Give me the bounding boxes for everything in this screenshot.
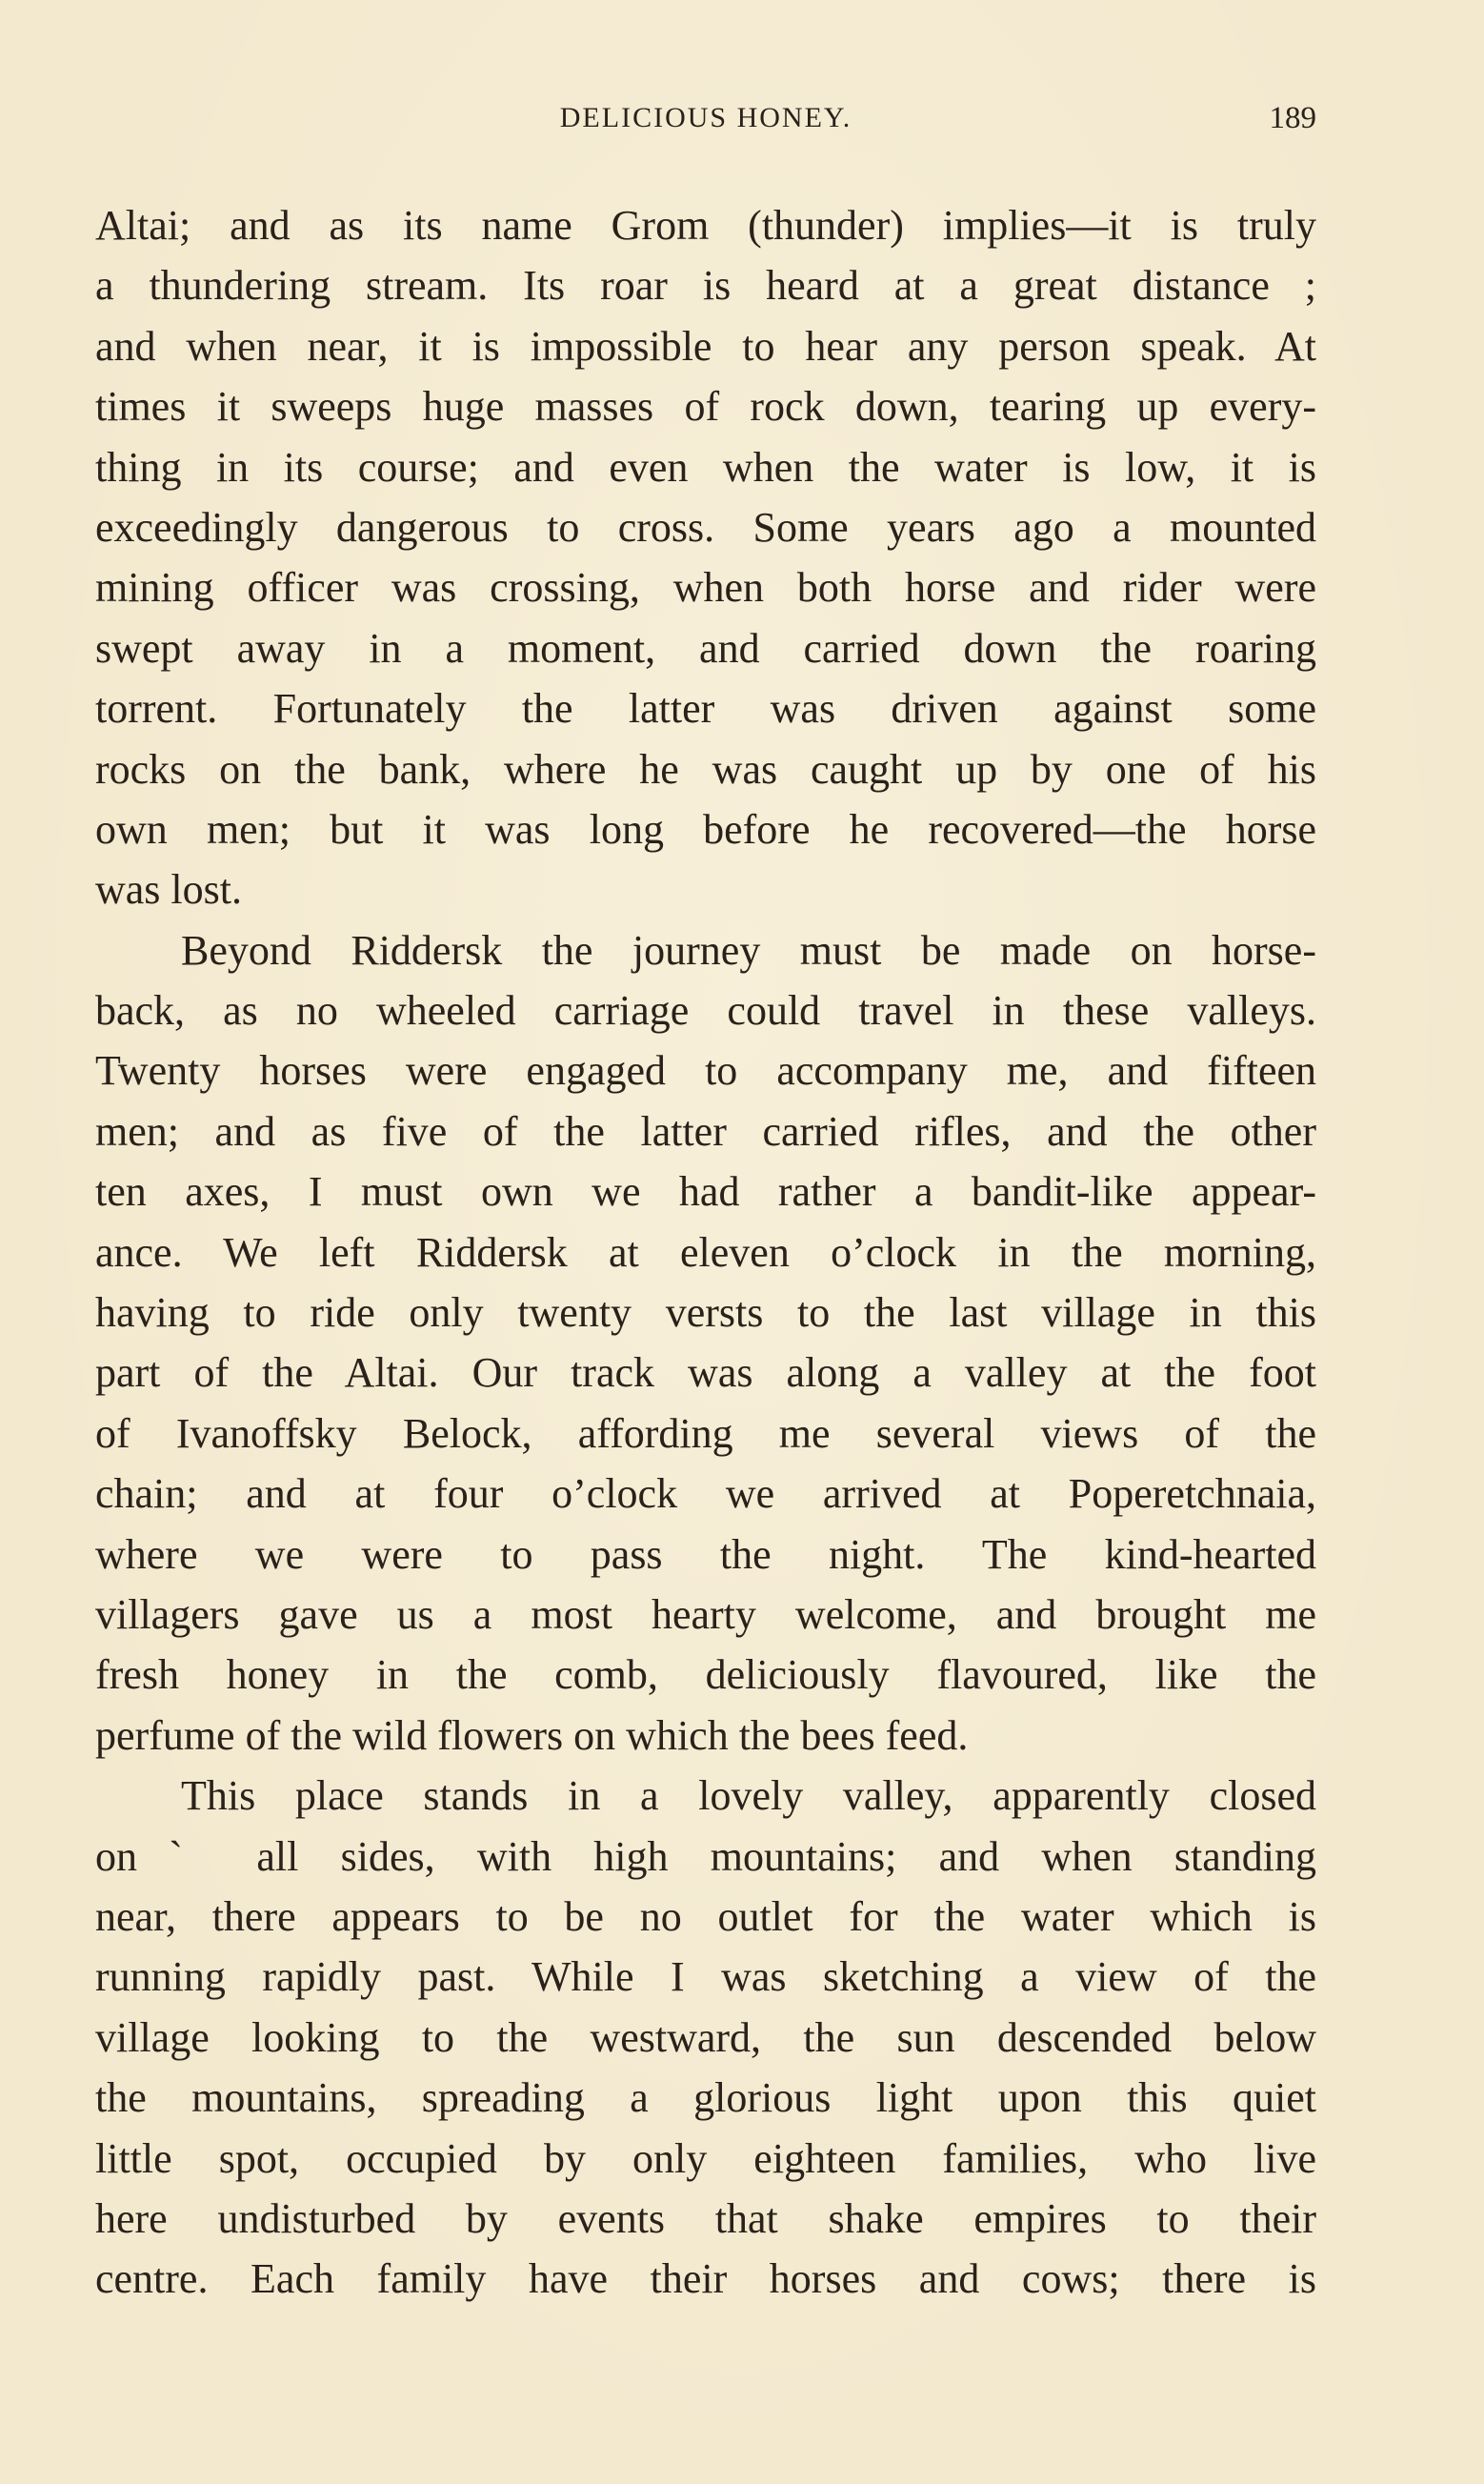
text-line: the mountains, spreading a glorious light upon this quiet — [95, 2074, 1316, 2122]
text-line: where we were to pass the night. The kind-hearted — [95, 1530, 1316, 1578]
text-line: torrent. Fortunately the latter was driven against some — [95, 685, 1316, 733]
text-line: swept away in a moment, and carried down the roaring — [95, 624, 1316, 672]
text-line: own men; but it was long before he recovered—the horse — [95, 805, 1316, 853]
running-head-title: DELICIOUS HONEY. — [559, 102, 852, 133]
page-number: 189 — [1269, 101, 1316, 135]
text-line: here undisturbed by events that shake empires to their — [95, 2194, 1316, 2242]
text-line: village looking to the westward, the sun descended below — [95, 2013, 1316, 2061]
text-line: a thundering stream. Its roar is heard at a great distance ; — [95, 262, 1316, 310]
text-line: fresh honey in the comb, deliciously flavoured, like the — [95, 1651, 1316, 1699]
text-line: villagers gave us a most hearty welcome, and brought me — [95, 1590, 1316, 1638]
body-text — [95, 195, 1316, 2310]
text-line: and when near, it is impossible to hear any person speak. At — [95, 322, 1316, 370]
text-line: perfume of the wild flowers on which the bees feed. — [95, 1711, 969, 1759]
text-line: men; and as five of the latter carried rifles, and the other — [95, 1107, 1316, 1155]
text-line: little spot, occupied by only eighteen families, who live — [95, 2134, 1316, 2182]
text-line: exceedingly dangerous to cross. Some years ago a mounted — [95, 503, 1316, 551]
text-line: near, there appears to be no outlet for the water which is — [95, 1892, 1316, 1940]
text-line: back, as no wheeled carriage could travel in these valleys. — [95, 987, 1316, 1035]
text-line: ten axes, I must own we had rather a bandit-like appear- — [95, 1168, 1316, 1216]
text-line: part of the Altai. Our track was along a valley at the foot — [95, 1349, 1316, 1397]
text-line: was lost. — [95, 866, 242, 914]
text-line: rocks on the bank, where he was caught up by one of his — [95, 745, 1316, 793]
text-line: Altai; and as its name Grom (thunder) implies—it is truly — [95, 202, 1316, 249]
text-line: thing in its course; and even when the water is low, it is — [95, 443, 1316, 491]
running-head — [95, 99, 1316, 137]
text-line: having to ride only twenty versts to the last village in this — [95, 1289, 1316, 1337]
text-line: running rapidly past. While I was sketching a view of the — [95, 1953, 1316, 2001]
text-line: chain; and at four o’clock we arrived at Poperetchnaia, — [95, 1470, 1316, 1518]
text-line: onˋ all sides, with high mountains; and when standing — [95, 1832, 1316, 1880]
text-line: ance. We left Riddersk at eleven o’clock in the morning, — [95, 1228, 1316, 1276]
text-line: mining officer was crossing, when both horse and rider were — [95, 564, 1316, 612]
text-line: Twenty horses were engaged to accompany me, and fifteen — [95, 1047, 1316, 1095]
text-line: of Ivanoffsky Belock, affording me several views of the — [95, 1409, 1316, 1457]
text-line: times it sweeps huge masses of rock down, tearing up every- — [95, 383, 1316, 431]
text-line: This place stands in a lovely valley, apparently closed — [181, 1772, 1316, 1820]
text-line: Beyond Riddersk the journey must be made on horse- — [181, 926, 1316, 974]
text-line: centre. Each family have their horses and cows; there is — [95, 2255, 1316, 2303]
